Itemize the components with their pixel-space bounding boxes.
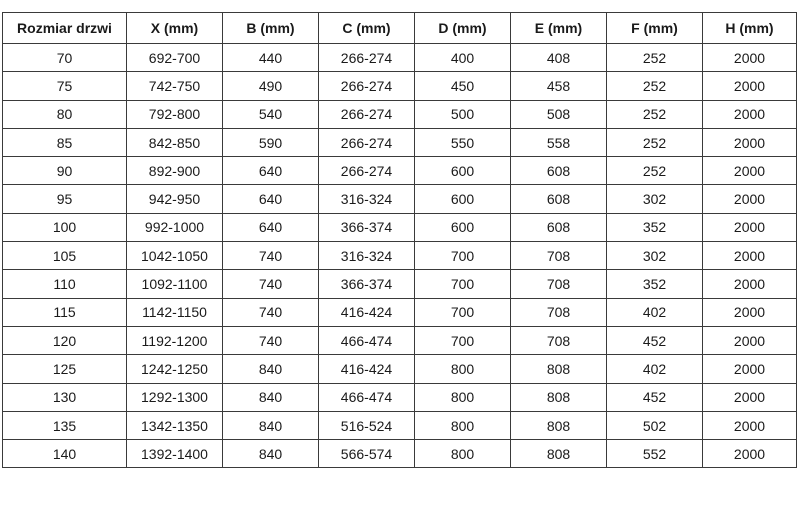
dimension-cell: 416-424 xyxy=(319,298,415,326)
column-header: X (mm) xyxy=(127,13,223,44)
table-row xyxy=(3,326,797,354)
dimension-cell: 516-524 xyxy=(319,411,415,439)
dimension-cell: 266-274 xyxy=(319,44,415,72)
door-size-cell: 70 xyxy=(3,44,127,72)
dimension-cell: 502 xyxy=(607,411,703,439)
dimension-cell: 590 xyxy=(223,128,319,156)
dimension-cell: 316-324 xyxy=(319,242,415,270)
dimension-cell: 266-274 xyxy=(319,72,415,100)
column-header: E (mm) xyxy=(511,13,607,44)
dimension-cell: 740 xyxy=(223,242,319,270)
dimension-cell: 2000 xyxy=(703,213,797,241)
dimension-cell: 266-274 xyxy=(319,128,415,156)
dimension-cell: 942-950 xyxy=(127,185,223,213)
dimension-cell: 740 xyxy=(223,270,319,298)
dimension-cell: 366-374 xyxy=(319,270,415,298)
dimension-cell: 302 xyxy=(607,185,703,213)
dimension-cell: 316-324 xyxy=(319,185,415,213)
table-body xyxy=(3,44,797,468)
door-size-cell: 115 xyxy=(3,298,127,326)
dimension-cell: 2000 xyxy=(703,72,797,100)
dimension-cell: 1092-1100 xyxy=(127,270,223,298)
table-header-row xyxy=(3,13,797,44)
dimension-cell: 1192-1200 xyxy=(127,326,223,354)
dimension-cell: 1342-1350 xyxy=(127,411,223,439)
table-row xyxy=(3,157,797,185)
door-size-cell: 125 xyxy=(3,355,127,383)
door-size-cell: 75 xyxy=(3,72,127,100)
table-row xyxy=(3,298,797,326)
door-size-cell: 95 xyxy=(3,185,127,213)
table-row xyxy=(3,270,797,298)
table-row xyxy=(3,383,797,411)
dimension-cell: 558 xyxy=(511,128,607,156)
dimension-cell: 266-274 xyxy=(319,100,415,128)
door-size-cell: 85 xyxy=(3,128,127,156)
column-header: D (mm) xyxy=(415,13,511,44)
dimension-cell: 700 xyxy=(415,298,511,326)
table-row xyxy=(3,44,797,72)
dimension-cell: 452 xyxy=(607,326,703,354)
door-size-cell: 130 xyxy=(3,383,127,411)
dimension-cell: 2000 xyxy=(703,440,797,468)
door-size-cell: 100 xyxy=(3,213,127,241)
dimension-cell: 466-474 xyxy=(319,326,415,354)
dimension-cell: 1142-1150 xyxy=(127,298,223,326)
dimension-cell: 808 xyxy=(511,383,607,411)
dimension-cell: 808 xyxy=(511,440,607,468)
dimension-cell: 452 xyxy=(607,383,703,411)
dimension-cell: 800 xyxy=(415,411,511,439)
table-row xyxy=(3,242,797,270)
dimension-cell: 2000 xyxy=(703,298,797,326)
dimension-cell: 440 xyxy=(223,44,319,72)
dimension-cell: 2000 xyxy=(703,157,797,185)
dimension-cell: 2000 xyxy=(703,355,797,383)
dimension-cell: 352 xyxy=(607,270,703,298)
door-size-cell: 135 xyxy=(3,411,127,439)
dimension-cell: 252 xyxy=(607,157,703,185)
column-header-door-size: Rozmiar drzwi xyxy=(3,13,127,44)
dimension-cell: 840 xyxy=(223,355,319,383)
dimension-cell: 402 xyxy=(607,298,703,326)
dimension-cell: 800 xyxy=(415,440,511,468)
dimension-cell: 640 xyxy=(223,185,319,213)
dimension-cell: 2000 xyxy=(703,100,797,128)
table-row xyxy=(3,72,797,100)
dimension-cell: 742-750 xyxy=(127,72,223,100)
dimension-cell: 708 xyxy=(511,326,607,354)
dimension-cell: 466-474 xyxy=(319,383,415,411)
dimension-cell: 640 xyxy=(223,213,319,241)
column-header: F (mm) xyxy=(607,13,703,44)
column-header: H (mm) xyxy=(703,13,797,44)
dimension-cell: 892-900 xyxy=(127,157,223,185)
table-row xyxy=(3,355,797,383)
dimension-cell: 1392-1400 xyxy=(127,440,223,468)
dimension-cell: 700 xyxy=(415,270,511,298)
dimension-cell: 352 xyxy=(607,213,703,241)
table-row xyxy=(3,185,797,213)
dimension-cell: 408 xyxy=(511,44,607,72)
door-size-cell: 105 xyxy=(3,242,127,270)
dimension-cell: 640 xyxy=(223,157,319,185)
dimension-cell: 508 xyxy=(511,100,607,128)
dimension-cell: 2000 xyxy=(703,44,797,72)
dimension-cell: 792-800 xyxy=(127,100,223,128)
dimension-cell: 708 xyxy=(511,298,607,326)
door-size-cell: 90 xyxy=(3,157,127,185)
dimension-cell: 252 xyxy=(607,44,703,72)
table-row xyxy=(3,213,797,241)
dimension-cell: 2000 xyxy=(703,185,797,213)
dimension-cell: 800 xyxy=(415,383,511,411)
dimension-cell: 552 xyxy=(607,440,703,468)
dimension-cell: 1042-1050 xyxy=(127,242,223,270)
dimension-cell: 840 xyxy=(223,411,319,439)
dimension-cell: 608 xyxy=(511,185,607,213)
door-size-cell: 80 xyxy=(3,100,127,128)
column-header: C (mm) xyxy=(319,13,415,44)
dimension-cell: 2000 xyxy=(703,270,797,298)
dimension-cell: 566-574 xyxy=(319,440,415,468)
dimension-cell: 808 xyxy=(511,411,607,439)
dimension-cell: 252 xyxy=(607,100,703,128)
dimension-cell: 840 xyxy=(223,440,319,468)
dimension-cell: 808 xyxy=(511,355,607,383)
table-row xyxy=(3,411,797,439)
door-size-spec-table xyxy=(2,12,797,468)
dimension-cell: 1242-1250 xyxy=(127,355,223,383)
dimension-cell: 600 xyxy=(415,213,511,241)
dimension-cell: 992-1000 xyxy=(127,213,223,241)
dimension-cell: 550 xyxy=(415,128,511,156)
dimension-cell: 450 xyxy=(415,72,511,100)
dimension-cell: 490 xyxy=(223,72,319,100)
dimension-cell: 2000 xyxy=(703,411,797,439)
dimension-cell: 416-424 xyxy=(319,355,415,383)
dimension-cell: 700 xyxy=(415,326,511,354)
dimension-cell: 740 xyxy=(223,298,319,326)
dimension-cell: 608 xyxy=(511,157,607,185)
dimension-cell: 252 xyxy=(607,72,703,100)
table-row xyxy=(3,128,797,156)
dimension-cell: 2000 xyxy=(703,383,797,411)
dimension-cell: 400 xyxy=(415,44,511,72)
dimension-cell: 840 xyxy=(223,383,319,411)
dimension-cell: 600 xyxy=(415,157,511,185)
column-header: B (mm) xyxy=(223,13,319,44)
dimension-cell: 1292-1300 xyxy=(127,383,223,411)
dimension-cell: 700 xyxy=(415,242,511,270)
dimension-cell: 540 xyxy=(223,100,319,128)
dimension-cell: 2000 xyxy=(703,128,797,156)
table-row xyxy=(3,440,797,468)
dimension-cell: 708 xyxy=(511,270,607,298)
dimension-cell: 2000 xyxy=(703,242,797,270)
door-size-cell: 110 xyxy=(3,270,127,298)
dimension-cell: 252 xyxy=(607,128,703,156)
dimension-cell: 608 xyxy=(511,213,607,241)
dimension-cell: 458 xyxy=(511,72,607,100)
dimension-cell: 708 xyxy=(511,242,607,270)
dimension-cell: 366-374 xyxy=(319,213,415,241)
dimension-cell: 740 xyxy=(223,326,319,354)
dimension-cell: 500 xyxy=(415,100,511,128)
door-size-cell: 120 xyxy=(3,326,127,354)
door-size-cell: 140 xyxy=(3,440,127,468)
dimension-cell: 402 xyxy=(607,355,703,383)
dimension-cell: 800 xyxy=(415,355,511,383)
dimension-cell: 302 xyxy=(607,242,703,270)
dimension-cell: 692-700 xyxy=(127,44,223,72)
dimension-cell: 842-850 xyxy=(127,128,223,156)
dimension-cell: 266-274 xyxy=(319,157,415,185)
door-size-spec-table-container xyxy=(2,12,796,468)
dimension-cell: 2000 xyxy=(703,326,797,354)
table-row xyxy=(3,100,797,128)
dimension-cell: 600 xyxy=(415,185,511,213)
